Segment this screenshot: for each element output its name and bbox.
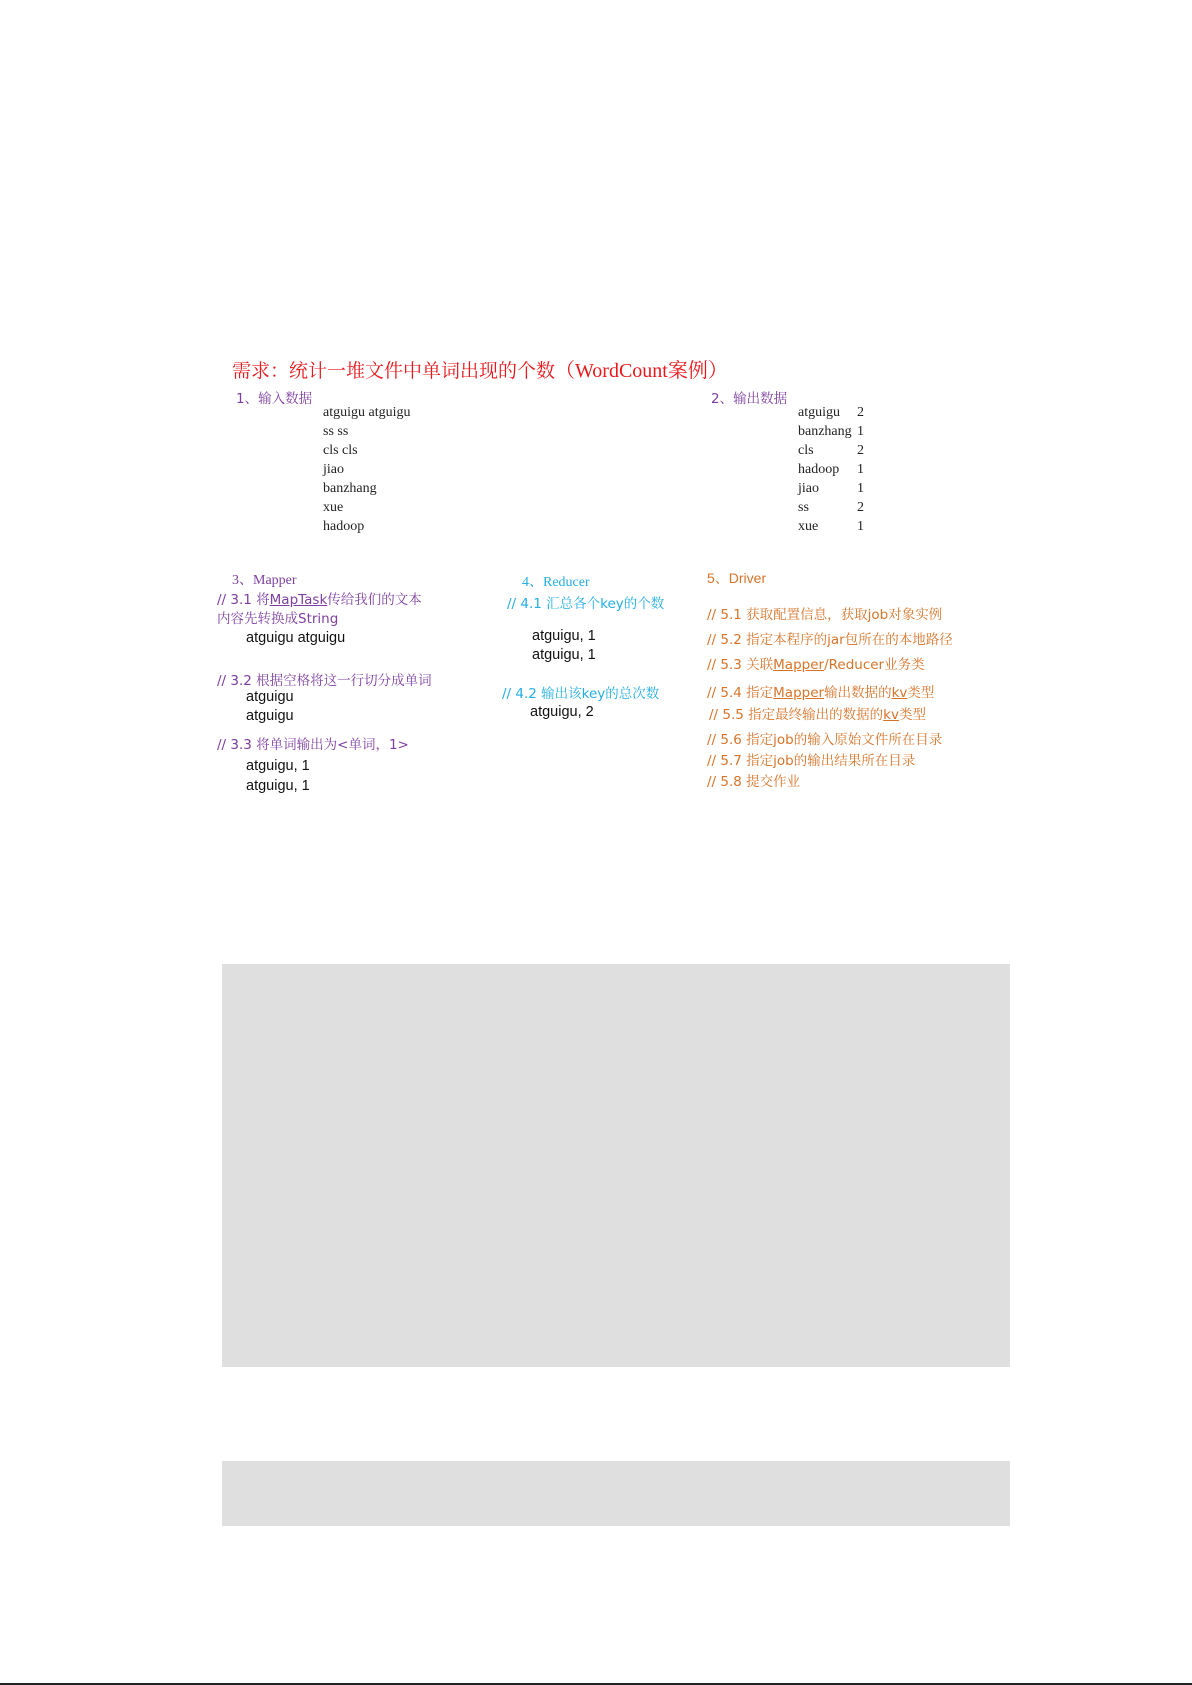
input-line: cls cls	[323, 443, 358, 458]
mapper-comment-3-2: // 3.2 根据空格将这一行切分成单词	[217, 673, 432, 689]
output-heading: 2、输出数据	[711, 391, 788, 407]
driver-comment-5-2: // 5.2 指定本程序的jar包所在的本地路径	[707, 632, 953, 648]
output-word: ss	[798, 500, 809, 515]
driver-comment-5-4	[707, 681, 934, 701]
output-count: 2	[857, 405, 864, 420]
driver-comment-5-3-prefix: // 5.3 关联	[707, 657, 774, 673]
output-count: 1	[857, 462, 864, 477]
input-line: xue	[323, 500, 344, 515]
reducer-example: atguigu, 1	[532, 647, 596, 663]
mapper-comment-3-3: // 3.3 将单词输出为<单词，1>	[217, 737, 409, 753]
title-zh: 需求：统计一堆文件中单词出现的个数	[232, 360, 556, 382]
output-count: 2	[857, 500, 864, 515]
output-word: cls	[798, 443, 814, 458]
output-count: 1	[857, 424, 864, 439]
input-line: hadoop	[323, 519, 365, 534]
reducer-comment-4-1: // 4.1 汇总各个key的个数	[507, 596, 665, 612]
driver-comment-5-3-suffix: /Reducer业务类	[824, 657, 925, 673]
code-block	[222, 964, 1010, 1367]
mapper-example: atguigu atguigu	[246, 630, 346, 646]
mapper-comment-3-1-suffix: 传给我们的文本	[327, 592, 422, 608]
reducer-example: atguigu, 1	[532, 628, 596, 644]
output-word: hadoop	[798, 462, 840, 477]
maptask-link: MapTask	[269, 592, 328, 608]
output-word: jiao	[798, 481, 819, 496]
code-block	[222, 1461, 1010, 1526]
output-word: banzhang	[798, 424, 852, 439]
mapper-comment-3-1-prefix: // 3.1 将	[217, 592, 270, 608]
output-word: xue	[798, 519, 819, 534]
mapper-link: Mapper	[773, 657, 825, 673]
driver-comment-5-4-suffix: 类型	[907, 685, 935, 701]
driver-comment-5-7: // 5.7 指定job的输出结果所在目录	[707, 753, 916, 769]
driver-heading: 5、Driver	[707, 570, 767, 586]
kv-link: kv	[891, 685, 908, 701]
driver-comment-5-5-prefix: // 5.5 指定最终输出的数据的	[709, 707, 884, 723]
mapper-example: atguigu, 1	[246, 778, 310, 794]
page-title	[232, 354, 728, 383]
driver-comment-5-4-mid: 输出数据的	[824, 685, 892, 701]
mapper-comment-3-1-line2: 内容先转换成String	[217, 611, 339, 627]
driver-comment-5-8: // 5.8 提交作业	[707, 774, 801, 790]
output-word: atguigu	[798, 405, 840, 420]
mapper-link: Mapper	[773, 685, 825, 701]
mapper-example: atguigu, 1	[246, 758, 310, 774]
driver-comment-5-3	[707, 653, 925, 673]
input-line: jiao	[323, 462, 344, 477]
mapper-example: atguigu	[246, 689, 294, 705]
driver-comment-5-6: // 5.6 指定job的输入原始文件所在目录	[707, 732, 943, 748]
output-count: 1	[857, 481, 864, 496]
mapper-comment-3-1	[217, 588, 422, 608]
reducer-heading: 4、Reducer	[522, 575, 590, 590]
output-count: 1	[857, 519, 864, 534]
driver-comment-5-4-prefix: // 5.4 指定	[707, 685, 774, 701]
reducer-example: atguigu, 2	[530, 704, 594, 720]
reducer-comment-4-2: // 4.2 输出该key的总次数	[502, 686, 660, 702]
input-line: banzhang	[323, 481, 377, 496]
mapper-example: atguigu	[246, 708, 294, 724]
input-line: ss ss	[323, 424, 349, 439]
output-count: 2	[857, 443, 864, 458]
input-heading: 1、输入数据	[236, 391, 313, 407]
kv-link: kv	[883, 707, 899, 723]
input-line: atguigu atguigu	[323, 405, 411, 420]
driver-comment-5-1: // 5.1 获取配置信息，获取job对象实例	[707, 607, 943, 623]
title-en: （WordCount案例）	[555, 360, 728, 382]
mapper-heading: 3、Mapper	[232, 573, 297, 588]
driver-comment-5-5	[709, 703, 926, 723]
driver-comment-5-5-suffix: 类型	[898, 707, 926, 723]
